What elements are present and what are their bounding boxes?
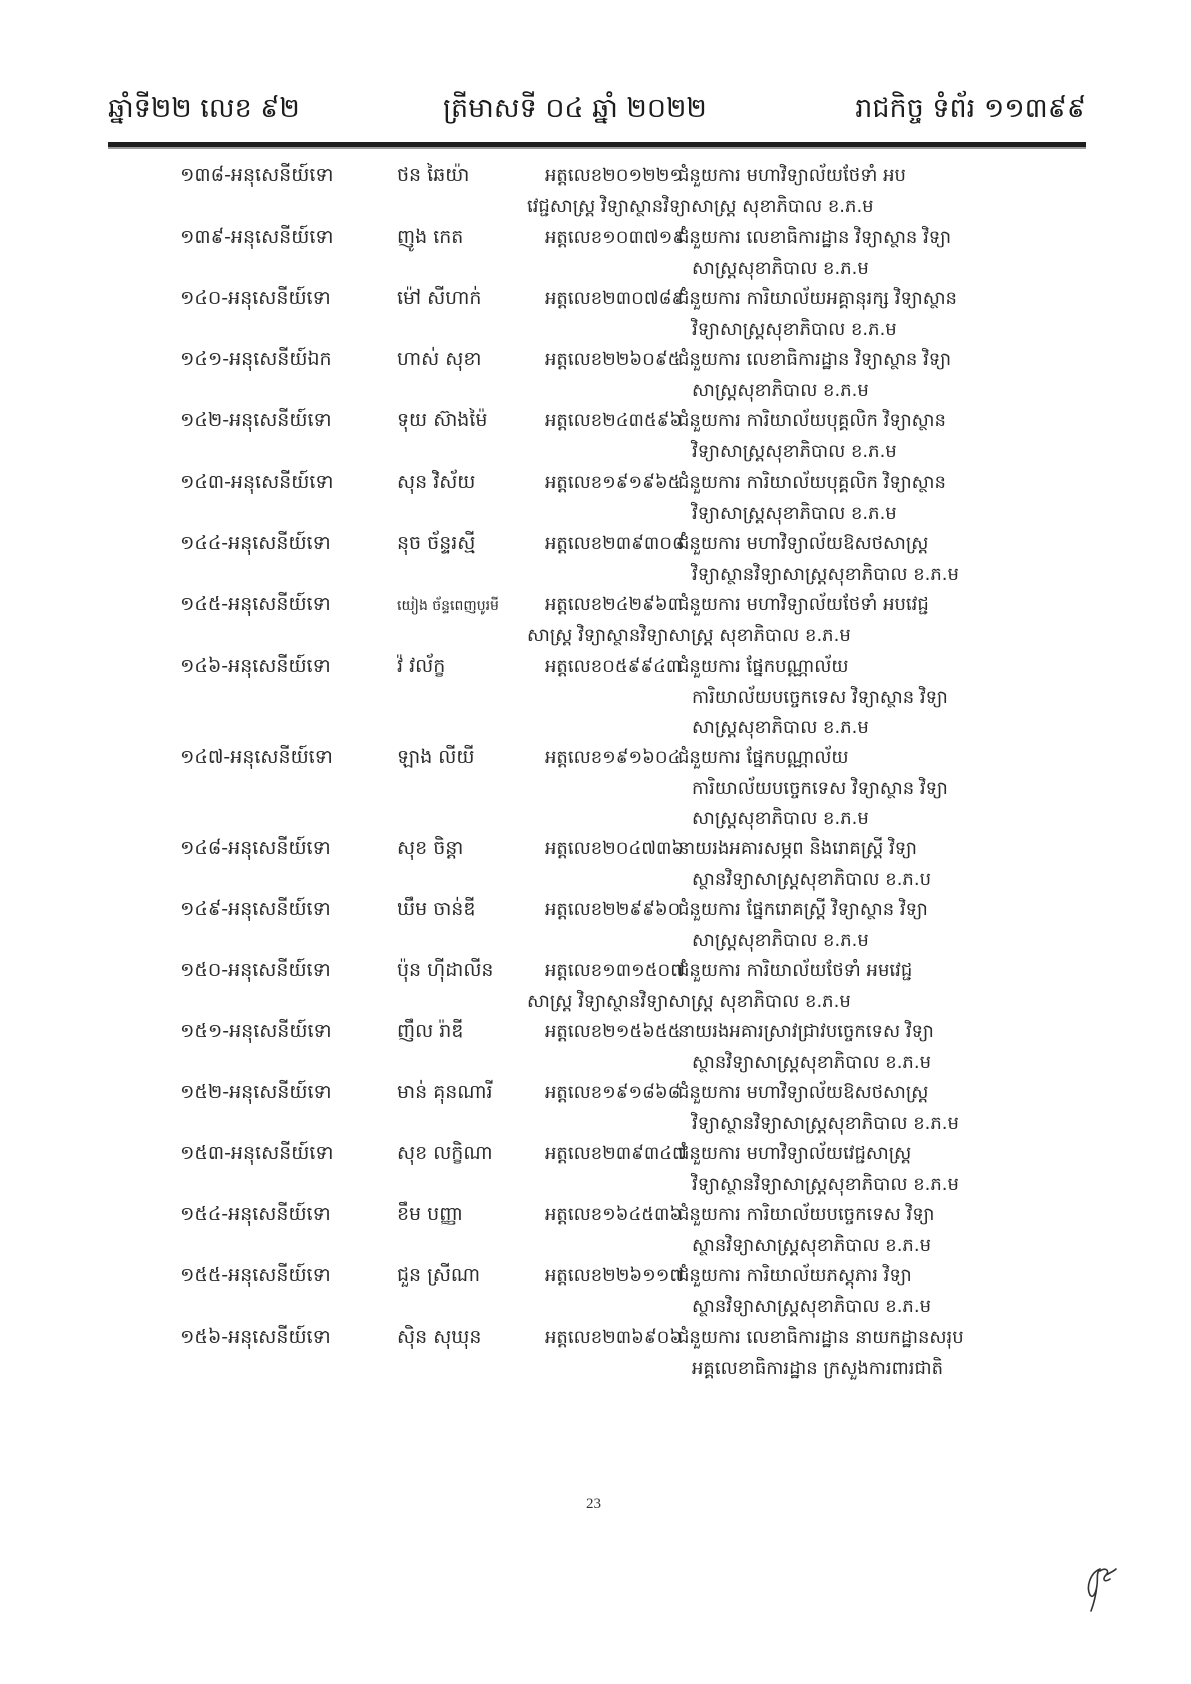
entry-position-line: ជំនួយការ លេខាធិការដ្ឋាន វិទ្យាស្ថាន វិទ្យា bbox=[678, 227, 952, 248]
entry-position-line: ជំនួយការ ផ្នែកបណ្ណាល័យ bbox=[678, 747, 849, 768]
entry-position-line: ជំនួយការ មហាវិទ្យាល័យឱសថសាស្ត្រ bbox=[678, 533, 929, 554]
entry-name: ឡាង លីយី bbox=[397, 746, 475, 768]
entry-id-number: អត្តលេខ២២៦១១៧ bbox=[545, 1265, 685, 1286]
entry-id-number: អត្តលេខ២៣៩៣៤៧ bbox=[545, 1143, 687, 1164]
entry-position-line: ជំនួយការ ការិយាល័យភស្តុភារ វិទ្យា bbox=[678, 1265, 912, 1286]
entry-position-line: ស្ថានវិទ្យាសាស្ត្រសុខាភិបាល ខ.ភ.ម bbox=[692, 1234, 932, 1256]
entry-position-line: ជំនួយការ ការិយាល័យបុគ្គលិក វិទ្យាស្ថាន bbox=[678, 410, 946, 431]
entry-position-line: ជំនួយការ មហាវិទ្យាល័យថែទាំ អបវេជ្ជ bbox=[678, 594, 929, 615]
entry-id-number: អត្តលេខ១៩១៦០៤ bbox=[545, 747, 681, 768]
entry-id-number: អត្តលេខ២០១២២១ bbox=[545, 165, 683, 186]
entry-position-line: ការិយាល័យបច្ចេកទេស វិទ្យាស្ថាន វិទ្យា bbox=[692, 777, 948, 799]
entry-position-line: ជំនួយការ ការិយាល័យបុគ្គលិក វិទ្យាស្ថាន bbox=[678, 472, 946, 493]
entry-rank: ១៤៣-អនុសេនីយ៍ទោ bbox=[180, 471, 334, 493]
entry-name: ខឹម បញ្ញា bbox=[397, 1203, 463, 1225]
entry-id-number: អត្តលេខ២៣៩៣០៨ bbox=[545, 533, 685, 554]
entry-position-line: ជំនួយការ ផ្នែករោគស្ត្រី វិទ្យាស្ថាន វិទ្យា bbox=[678, 899, 928, 920]
signature-initials bbox=[1080, 1565, 1130, 1615]
entry-rank: ១៤៦-អនុសេនីយ៍ទោ bbox=[180, 655, 331, 677]
entry-rank: ១៣៨-អនុសេនីយ៍ទោ bbox=[180, 164, 334, 186]
entry-position-line: សាស្ត្រ វិទ្យាស្ថានវិទ្យាសាស្ត្រ សុខាភិបាល ខ.ភ.ម bbox=[527, 624, 851, 646]
entry-name: នុច ច័ន្ទរស្មី bbox=[397, 532, 476, 554]
entry-id-number: អត្តលេខ០៥៩៩៤៣ bbox=[545, 656, 682, 677]
entry-id-number: អត្តលេខ២៣០៧៨៩ bbox=[545, 288, 685, 309]
entry-position-line: សាស្ត្រសុខាភិបាល ខ.ភ.ម bbox=[692, 379, 869, 401]
entry-position-line: សាស្ត្រសុខាភិបាល ខ.ភ.ម bbox=[692, 808, 869, 829]
entry-position-line: អគ្គលេខាធិការដ្ឋាន ក្រសួងការពារជាតិ bbox=[692, 1357, 944, 1379]
entry-name: ម៉ៅ សីហាក់ bbox=[397, 287, 482, 309]
entry-rank: ១៥២-អនុសេនីយ៍ទោ bbox=[180, 1081, 332, 1103]
entry-name: ទុយ ស៊ាងម៉ៃ bbox=[397, 409, 488, 431]
entry-id-number: អត្តលេខ២៤២៩៦៣ bbox=[545, 594, 683, 615]
entry-position-line: នាយរងអគារស្រាវជ្រាវបច្ចេកទេស វិទ្យា bbox=[678, 1021, 934, 1042]
entry-id-number: អត្តលេខ២៤៣៥៩៦ bbox=[545, 410, 683, 431]
entry-position-line: វិទ្យាសាស្ត្រសុខាភិបាល ខ.ភ.ម bbox=[692, 318, 897, 340]
entry-name: យៀង ច័ន្ទពេញបូរមី bbox=[397, 598, 499, 614]
entry-id-number: អត្តលេខ២០៤៧៣៦ bbox=[545, 838, 685, 859]
entry-position-line: ការិយាល័យបច្ចេកទេស វិទ្យាស្ថាន វិទ្យា bbox=[692, 686, 948, 708]
entry-name: ស៊ិន សុឃុន bbox=[397, 1326, 482, 1348]
entry-position-line: ជំនួយការ មហាវិទ្យាល័យថែទាំ អប bbox=[678, 165, 906, 186]
entry-rank: ១៤៨-អនុសេនីយ៍ទោ bbox=[180, 837, 331, 859]
entry-position-line: សាស្ត្រសុខាភិបាល ខ.ភ.ម bbox=[692, 257, 869, 279]
entry-rank: ១៤៧-អនុសេនីយ៍ទោ bbox=[180, 746, 333, 768]
entry-id-number: អត្តលេខ២១៥៦៥៥ bbox=[545, 1021, 681, 1042]
entry-rank: ១៤៥-អនុសេនីយ៍ទោ bbox=[180, 593, 331, 615]
entry-position-line: វិទ្យាស្ថានវិទ្យាសាស្ត្រសុខាភិបាល ខ.ភ.ម bbox=[692, 563, 959, 585]
entry-position-line: សាស្ត្រ វិទ្យាស្ថានវិទ្យាសាស្ត្រ សុខាភិបាល ខ.ភ.ម bbox=[527, 990, 851, 1012]
entry-position-line: ជំនួយការ ការិយាល័យបច្ចេកទេស វិទ្យា bbox=[678, 1204, 935, 1225]
gazette-page: រាជកិច្ច ទំព័រ ១១៣៩៩ bbox=[855, 93, 1086, 124]
entry-position-line: វេជ្ជសាស្ត្រ វិទ្យាស្ថានវិទ្យាសាស្ត្រ សុខាភិបាល ខ.ភ.ម bbox=[527, 195, 874, 217]
entry-name: សុខ លក្ខិណា bbox=[397, 1142, 493, 1164]
entry-id-number: អត្តលេខ១៩១៨៦៨ bbox=[545, 1082, 681, 1103]
entry-rank: ១៤៤-អនុសេនីយ៍ទោ bbox=[180, 532, 331, 554]
entry-position-line: សាស្ត្រសុខាភិបាល ខ.ភ.ម bbox=[692, 929, 869, 951]
entry-position-line: វិទ្យាស្ថានវិទ្យាសាស្ត្រសុខាភិបាល ខ.ភ.ម bbox=[692, 1173, 959, 1195]
entry-position-line: ជំនួយការ ការិយាល័យអគ្គានុរក្ស វិទ្យាស្ថាន bbox=[678, 288, 957, 309]
entry-id-number: អត្តលេខ២២៦០៩៥ bbox=[545, 349, 681, 370]
entry-position-line: ជំនួយការ មហាវិទ្យាល័យវេជ្ជសាស្ត្រ bbox=[678, 1143, 912, 1164]
entry-position-line: ជំនួយការ លេខាធិការដ្ឋាន នាយកដ្ឋានសរុប bbox=[678, 1327, 964, 1348]
entry-name: ញឹល រ៉ាឌី bbox=[397, 1020, 464, 1042]
entry-rank: ១៣៩-អនុសេនីយ៍ទោ bbox=[180, 226, 334, 248]
entry-position-line: ស្ថានវិទ្យាសាស្ត្រសុខាភិបាល ខ.ភ.ម bbox=[692, 1051, 932, 1073]
header-rule-shadow bbox=[108, 147, 1086, 149]
entry-rank: ១៤១-អនុសេនីយ៍ឯក bbox=[180, 348, 332, 370]
entry-id-number: អត្តលេខ១៩១៩៦៥ bbox=[545, 472, 681, 493]
entry-id-number: អត្តលេខ១៦៤៥៣៦ bbox=[545, 1204, 683, 1225]
entry-name: មាន់ គុនណារី bbox=[397, 1081, 493, 1103]
entry-rank: ១៥៤-អនុសេនីយ៍ទោ bbox=[180, 1203, 331, 1225]
entry-position-line: ជំនួយការ ការិយាល័យថែទាំ អមវេជ្ជ bbox=[678, 960, 913, 981]
entry-name: សុន វិស័យ bbox=[397, 471, 476, 493]
entry-rank: ១៥៥-អនុសេនីយ៍ទោ bbox=[180, 1264, 331, 1286]
entry-name: ឃឹម ចាន់ឌី bbox=[397, 898, 476, 920]
entry-name: ប៉ុន ហ៊ីដាលីន bbox=[397, 959, 494, 981]
quarter-year: ត្រីមាសទី ០៤ ឆ្នាំ ២០២២ bbox=[443, 93, 707, 124]
entry-position-line: សាស្ត្រសុខាភិបាល ខ.ភ.ម bbox=[692, 717, 869, 738]
entry-name: ថន ឆៃយ៉ា bbox=[397, 164, 470, 186]
entry-name: ញូង កេត bbox=[397, 226, 464, 248]
page-number: 23 bbox=[586, 1496, 601, 1512]
page-header bbox=[108, 92, 1086, 138]
entry-name: សុខ ចិន្តា bbox=[397, 837, 464, 859]
entry-position-line: នាយរងអគារសម្ភព និងរោគស្ត្រី វិទ្យា bbox=[678, 838, 917, 859]
entry-name: វ៉ វល័ក្ខ bbox=[397, 655, 446, 677]
entry-position-line: ជំនួយការ លេខាធិការដ្ឋាន វិទ្យាស្ថាន វិទ្យា bbox=[678, 349, 952, 370]
entry-position-line: ជំនួយការ ផ្នែកបណ្ណាល័យ bbox=[678, 656, 849, 677]
entry-position-line: ស្ថានវិទ្យាសាស្ត្រសុខាភិបាល ខ.ភ.ប bbox=[692, 868, 932, 890]
entry-position-line: ជំនួយការ មហាវិទ្យាល័យឱសថសាស្ត្រ bbox=[678, 1082, 929, 1103]
entry-position-line: វិទ្យាសាស្ត្រសុខាភិបាល ខ.ភ.ម bbox=[692, 502, 897, 524]
entry-rank: ១៥៦-អនុសេនីយ៍ទោ bbox=[180, 1326, 331, 1348]
issue-year-number: ឆ្នាំទី២២ លេខ ៩២ bbox=[108, 93, 300, 124]
entry-rank: ១៥៣-អនុសេនីយ៍ទោ bbox=[180, 1142, 334, 1164]
entry-rank: ១៤០-អនុសេនីយ៍ទោ bbox=[180, 287, 331, 309]
entry-position-line: វិទ្យាស្ថានវិទ្យាសាស្ត្រសុខាភិបាល ខ.ភ.ម bbox=[692, 1112, 959, 1134]
entry-rank: ១៤២-អនុសេនីយ៍ទោ bbox=[180, 409, 332, 431]
entry-position-line: វិទ្យាសាស្ត្រសុខាភិបាល ខ.ភ.ម bbox=[692, 440, 897, 462]
entry-name: ជួន ស្រីណា bbox=[397, 1264, 481, 1286]
entry-rank: ១៥១-អនុសេនីយ៍ទោ bbox=[180, 1020, 332, 1042]
entry-name: ហាស់ សុខា bbox=[397, 348, 482, 370]
entry-id-number: អត្តលេខ១៣១៥០៧ bbox=[545, 960, 686, 981]
entry-id-number: អត្តលេខ២២៩៩៦០ bbox=[545, 899, 681, 920]
entry-rank: ១៥០-អនុសេនីយ៍ទោ bbox=[180, 959, 331, 981]
entry-position-line: ស្ថានវិទ្យាសាស្ត្រសុខាភិបាល ខ.ភ.ម bbox=[692, 1295, 932, 1317]
entry-id-number: អត្តលេខ២៣៦៩០៦ bbox=[545, 1327, 683, 1348]
entry-rank: ១៤៩-អនុសេនីយ៍ទោ bbox=[180, 898, 331, 920]
entry-id-number: អត្តលេខ១០៣៧១៩ bbox=[545, 227, 686, 248]
